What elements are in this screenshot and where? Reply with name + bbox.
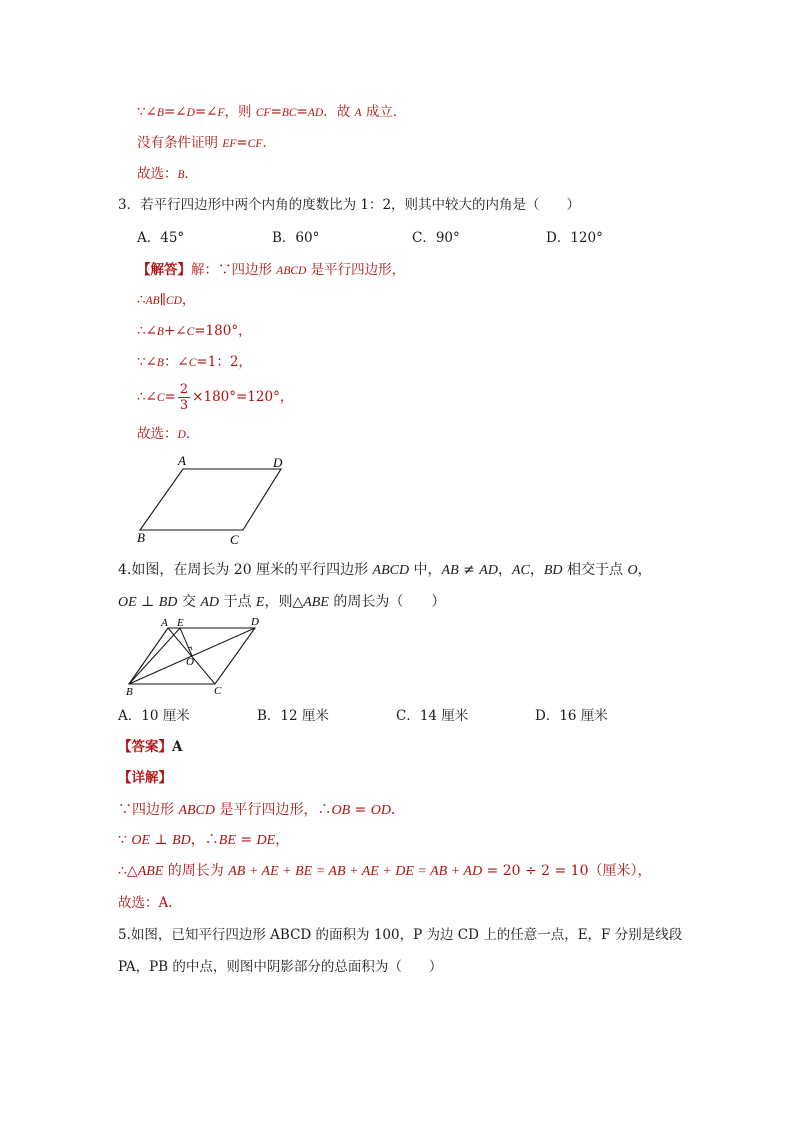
q4-answer: 【答案】A xyxy=(118,739,183,755)
q5-stem-line1: 5.如图，已知平行四边形 ABCD 的面积为 100，P 为边 CD 上的任意一点，E，F 分别是线段 xyxy=(118,927,683,943)
q3-solution-line5: ∴∠C= $\frac{2}{3}$ ×180°=120°， xyxy=(137,382,294,413)
segment-oe xyxy=(180,628,192,656)
q4-detail-line3: ∴△ABE 的周长为 AB + AE + BE = AB + AE + DE = AB + AD = 20 ÷ 2 = 10（厘米）， xyxy=(118,863,652,879)
q4-detail-line2: ∵ OE ⊥ BD，∴BE = DE， xyxy=(118,832,290,848)
label-e: E xyxy=(177,617,184,629)
solution-line-no-condition: 没有条件证明 EF=CF． xyxy=(137,135,276,151)
solution-line-choose-b: 故选：B． xyxy=(137,166,199,182)
q4-stem-line2: OE ⊥ BD 交 AD 于点 E，则△ABE 的周长为（ ） xyxy=(118,594,446,610)
parallelogram-shape xyxy=(140,469,281,530)
label-c: C xyxy=(214,685,222,697)
segment-be xyxy=(129,628,180,684)
q4-detail-line4: 故选：A. xyxy=(118,895,173,911)
q3-solution-line4: ∵∠B：∠C=1：2， xyxy=(137,354,252,370)
q3-solution-line3: ∴∠B+∠C=180°， xyxy=(137,323,252,339)
label-b: B xyxy=(126,686,133,698)
solution-line-angles: ∵∠B=∠D=∠F，则 CF=BC=AD．故 A 成立． xyxy=(137,104,407,120)
q4-detail-line1: ∵四边形 ABCD 是平行四边形，∴OB = OD． xyxy=(118,802,406,818)
q3-stem: 3．若平行四边形中两个内角的度数比为 1：2，则其中较大的内角是（ ） xyxy=(118,197,581,213)
q4-option-b: B．12 厘米 xyxy=(257,708,329,724)
label-d: D xyxy=(273,455,283,470)
label-c: C xyxy=(230,532,239,547)
q3-option-c: C．90° xyxy=(412,230,460,246)
label-a: A xyxy=(178,453,186,468)
q4-option-d: D．16 厘米 xyxy=(535,708,608,724)
label-d: D xyxy=(251,616,259,628)
label-o: O xyxy=(186,656,194,668)
q4-detail-tag: 【详解】 xyxy=(118,770,172,786)
q3-solution-line1: 【解答】解：∵四边形 ABCD 是平行四边形， xyxy=(137,262,406,278)
label-a: A xyxy=(161,617,168,629)
q3-option-d: D．120° xyxy=(546,230,603,246)
parallelogram-figure xyxy=(130,450,300,550)
parallelogram-diagonals-figure xyxy=(118,612,268,700)
label-b: B xyxy=(137,530,145,545)
q4-stem-line1: 4.如图，在周长为 20 厘米的平行四边形 ABCD 中，AB ≠ AD，AC，BD 相交于点 O， xyxy=(118,562,652,578)
q4-option-c: C．14 厘米 xyxy=(396,708,469,724)
q4-option-a: A．10 厘米 xyxy=(118,708,190,724)
q3-option-b: B．60° xyxy=(272,230,320,246)
q5-stem-line2: PA，PB 的中点，则图中阴影部分的总面积为（ ） xyxy=(118,959,443,975)
fraction-two-thirds: $\frac{2}{3}$ xyxy=(179,382,189,413)
q3-option-a: A．45° xyxy=(137,230,185,246)
q3-solution-line2: ∴AB∥CD， xyxy=(137,292,196,308)
q3-solution-line6: 故选：D． xyxy=(137,426,200,442)
